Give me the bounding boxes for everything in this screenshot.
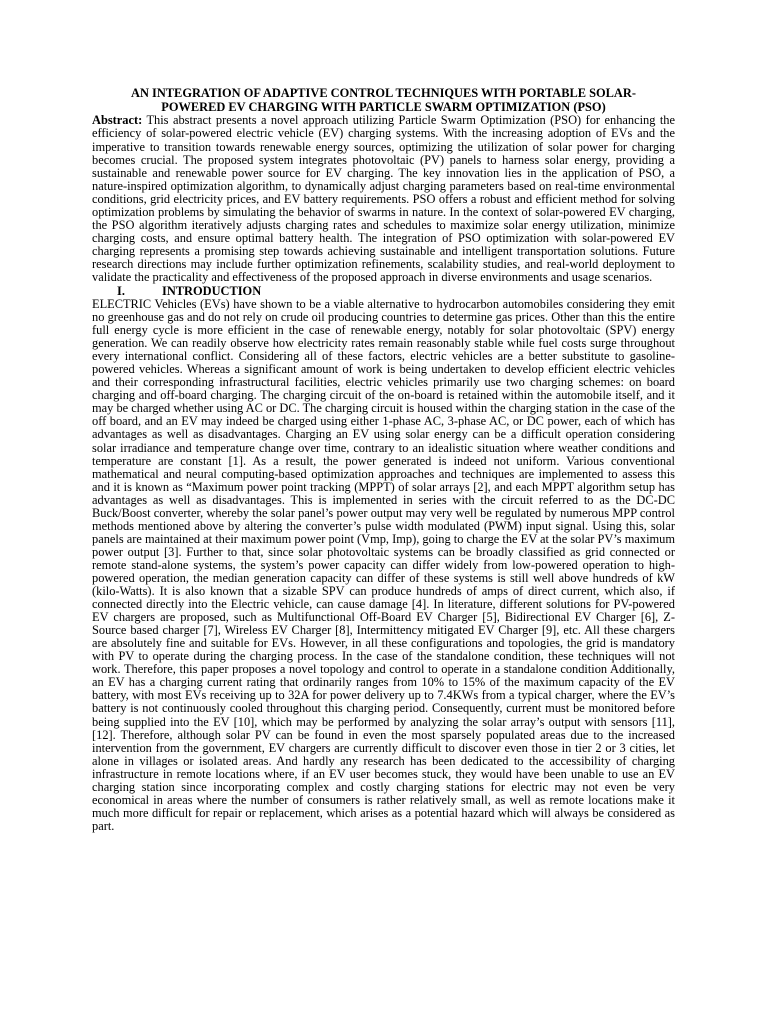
paper-title xyxy=(92,86,675,114)
section-heading xyxy=(92,284,675,298)
title-line-2: POWERED EV CHARGING WITH PARTICLE SWARM OPTIMIZATION (PSO) xyxy=(161,100,606,115)
title-line-1: AN INTEGRATION OF ADAPTIVE CONTROL TECHNIQUES WITH PORTABLE SOLAR- xyxy=(131,86,636,100)
introduction-paragraph: ELECTRIC Vehicles (EVs) have shown to be a viable alternative to hydrocarbon automobiles considering they emit no greenhouse gas and do not rely on crude oil producing countries to determine gas prices. Other than this the entire full energy cycle is more efficient in the case of renewable energy, notably for solar photovoltaic (SPV) energy generation. We can readily observe how electricity rates remain reasonably stable while fuel costs surge throughout every international conflict. Considering all of these factors, electric vehicles are a better substitute to gasoline-powered vehicles. Whereas a significant amount of work is being undertaken to develop efficient electric vehicles and their corresponding infrastructural facilities, electric vehicles primarily use two charging schemes: on board charging and off-board charging. The charging circuit of the on-board is retained within the automobile itself, and it may be charged whether using AC or DC. The charging circuit is housed within the charging station in the case of the off board, and an EV may indeed be charged using either 1-phase AC, 3-phase AC, or DC power, each of which has advantages as well as disadvantages. Charging an EV using solar energy can be a difficult operation considering solar irradiance and temperature change over time, contrary to an idealistic situation where weather conditions and temperature are constant [1]. As a result, the power generated is indeed not uniform. Various conventional mathematical and neural computing-based optimization approaches and techniques are implemented to assess this and it is known as “Maximum power point tracking (MPPT) of solar arrays [2], and each MPPT algorithm setup has advantages as well as disadvantages. This is implemented in series with the circuit referred to as the DC-DC Buck/Boost converter, whereby the solar panel’s power output may very well be regulated by numerous MPP control methods mentioned above by altering the converter’s pulse width modulated (PWM) input signal. Using this, solar panels are maintained at their maximum power point (Vmp, Imp), going to charge the EV at the solar PV’s maximum power output [3]. Further to that, since solar photovoltaic systems can be broadly classified as grid connected or remote stand-alone systems, the system’s power capacity can differ widely from low-powered operation to high-powered operation, the median generation capacity can differ of these systems is still well above hundreds of kW (kilo-Watts). It is also known that a sizable SPV can produce hundreds of amps of direct current, which also, if connected directly into the Electric vehicle, can cause damage [4]. In literature, different solutions for PV-powered EV chargers are proposed, such as Multifunctional Off-Board EV Charger [5], Bidirectional EV Charger [6], Z-Source based charger [7], Wireless EV Charger [8], Intermittency mitigated EV Charger [9], etc. All these chargers are absolutely fine and suitable for EVs. However, in all these configurations and topologies, the grid is mandatory with PV to operate during the charging process. In the case of the standalone condition, these techniques will not work. Therefore, this paper proposes a novel topology and control to operate in a standalone condition Additionally, an EV has a charging current rating that ordinarily ranges from 10% to 15% of the maximum capacity of the EV battery, with most EVs receiving up to 32A for power delivery up to 7.4KWs from a typical charger, where the EV’s battery is not continuously cooled throughout this charging period. Consequently, current must be monitored before being supplied into the EV [10], which may be performed by analyzing the solar array’s output with sensors [11], [12]. Therefore, although solar PV can be found in even the most sparsely populated areas due to the increased intervention from the government, EV chargers are currently difficult to discover even those in tier 2 or 3 cities, let alone in villages or isolated areas. And hardly any research has been dedicated to the accessibility of charging infrastructure in remote locations where, if an EV user becomes stuck, they would have been unable to use an EV charging station since incorporating complex and costly charging stations for electric may not even be very economical in areas where the number of consumers is rather relatively small, as well as remote locations make it much more difficult for repair or replacement, which arises as a potential hazard which will always be considered as part. xyxy=(92,297,675,833)
abstract-text: This abstract presents a novel approach utilizing Particle Swarm Optimization (PSO) for enhancing the efficiency of solar-powered electric vehicle (EV) charging systems. With the increasing adoption of EVs and the imperative to transition towards renewable energy sources, optimizing the utilization of solar power for charging becomes crucial. The proposed system integrates photovoltaic (PV) panels to harness solar energy, providing a sustainable and renewable power source for EV charging. The key innovation lies in the application of PSO, a nature-inspired optimization algorithm, to dynamically adjust charging parameters based on real-time environmental conditions, grid electricity prices, and EV battery requirements. PSO offers a robust and efficient method for solving optimization problems by simulating the behavior of swarms in nature. In the context of solar-powered EV charging, the PSO algorithm iteratively adjusts charging rates and schedules to maximize solar energy utilization, minimize charging costs, and ensure optimal battery health. The integration of PSO optimization with solar-powered EV charging represents a promising step towards achieving sustainable and intelligent transportation solutions. Future research directions may include further optimization refinements, scalability studies, and real-world deployment to validate the practicality and effectiveness of the proposed approach in diverse environments and usage scenarios. xyxy=(92,113,675,284)
abstract-paragraph xyxy=(92,114,675,284)
section-number: I. xyxy=(117,284,125,299)
section-title: INTRODUCTION xyxy=(162,284,262,299)
abstract-label: Abstract: xyxy=(92,113,143,128)
